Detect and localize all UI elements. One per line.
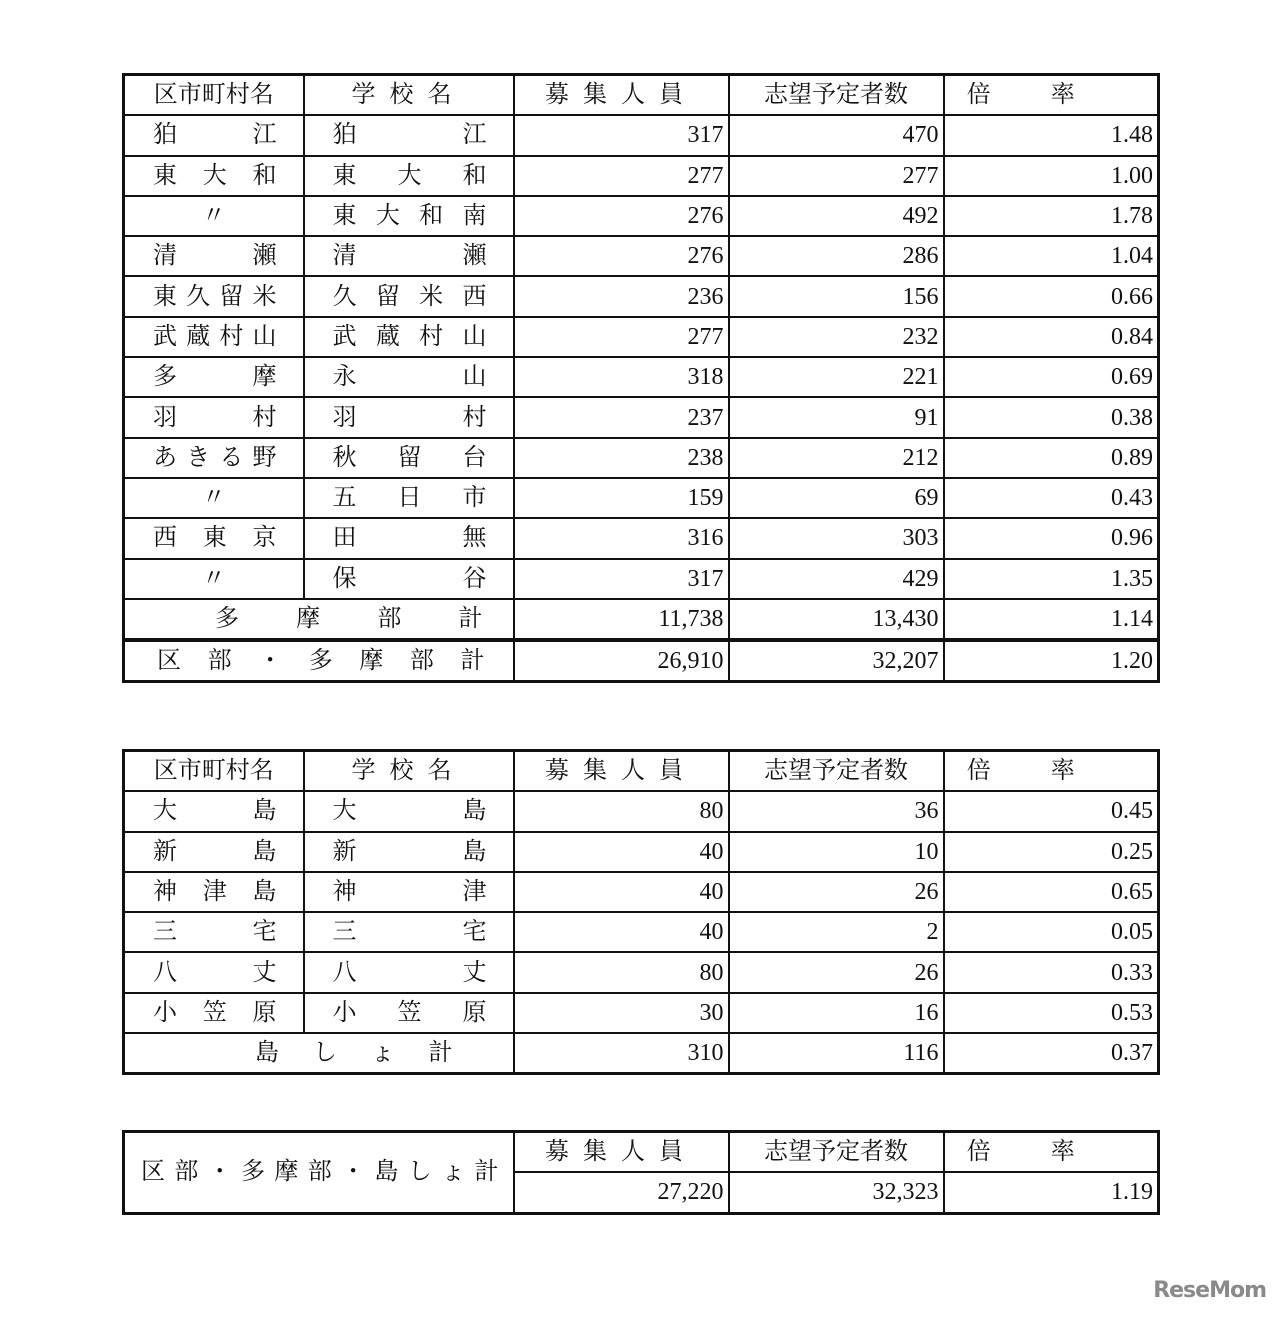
ratio-cell: 1.48	[944, 115, 1159, 155]
capacity-cell: 80	[514, 952, 729, 992]
city-cell: 八丈	[124, 952, 304, 992]
header-ratio: 倍率	[944, 75, 1159, 116]
table-row	[124, 196, 1159, 236]
header-applicants: 志望予定者数	[729, 751, 944, 792]
island-subtotal-row-label: 島しょ計	[124, 1033, 514, 1074]
table-row	[124, 791, 1159, 831]
applicants-cell: 69	[729, 478, 944, 518]
city-cell: 東大和	[124, 156, 304, 196]
tama-schools-table	[122, 73, 1160, 683]
ward-tama-total-row-applicants: 32,207	[729, 640, 944, 682]
capacity-cell: 317	[514, 559, 729, 599]
table-row	[124, 276, 1159, 316]
header-applicants: 志望予定者数	[729, 1132, 944, 1173]
applicants-cell: 277	[729, 156, 944, 196]
applicants-cell: 429	[729, 559, 944, 599]
school-cell: 神津	[304, 872, 514, 912]
header-city: 区市町村名	[124, 751, 304, 792]
capacity-cell: 40	[514, 872, 729, 912]
school-cell: 田無	[304, 518, 514, 558]
island-subtotal-row-ratio: 0.37	[944, 1033, 1159, 1074]
table-row	[124, 559, 1159, 599]
header-school: 学校名	[304, 751, 514, 792]
capacity-cell: 40	[514, 832, 729, 872]
school-cell: 東大和南	[304, 196, 514, 236]
capacity-cell: 276	[514, 236, 729, 276]
island-subtotal-row-applicants: 116	[729, 1033, 944, 1074]
city-cell: 東久留米	[124, 276, 304, 316]
table-row	[124, 115, 1159, 155]
applicants-cell: 470	[729, 115, 944, 155]
applicants-cell: 16	[729, 993, 944, 1033]
applicants-cell: 303	[729, 518, 944, 558]
applicants-cell: 2	[729, 912, 944, 952]
city-cell: 羽村	[124, 397, 304, 437]
school-cell: 小笠原	[304, 993, 514, 1033]
table-row	[124, 236, 1159, 276]
table-row	[124, 832, 1159, 872]
grand-total-applicants: 32,323	[729, 1172, 944, 1213]
table-row	[124, 993, 1159, 1033]
applicants-cell: 492	[729, 196, 944, 236]
applicants-cell: 221	[729, 357, 944, 397]
ratio-cell: 1.78	[944, 196, 1159, 236]
city-cell: 狛江	[124, 115, 304, 155]
island-subtotal-row	[124, 1033, 1159, 1074]
grand-total-label: 区部・多摩部・島しょ計	[124, 1132, 514, 1214]
city-cell: 三宅	[124, 912, 304, 952]
applicants-cell: 26	[729, 952, 944, 992]
header-applicants: 志望予定者数	[729, 75, 944, 116]
ratio-cell: 0.89	[944, 438, 1159, 478]
ratio-cell: 1.00	[944, 156, 1159, 196]
header-ratio: 倍率	[944, 751, 1159, 792]
school-cell: 武蔵村山	[304, 317, 514, 357]
capacity-cell: 317	[514, 115, 729, 155]
applicants-cell: 286	[729, 236, 944, 276]
ratio-cell: 0.45	[944, 791, 1159, 831]
grand-total-ratio: 1.19	[944, 1172, 1159, 1213]
ratio-cell: 0.96	[944, 518, 1159, 558]
ward-tama-total-row-label: 区部・多摩部計	[124, 640, 514, 682]
school-cell: 三宅	[304, 912, 514, 952]
table-row	[124, 357, 1159, 397]
capacity-cell: 277	[514, 156, 729, 196]
header-capacity: 募集人員	[514, 75, 729, 116]
city-cell: 多摩	[124, 357, 304, 397]
header-school: 学校名	[304, 75, 514, 116]
grand-total-header-row	[124, 1132, 1159, 1173]
city-cell: 神津島	[124, 872, 304, 912]
school-cell: 久留米西	[304, 276, 514, 316]
capacity-cell: 276	[514, 196, 729, 236]
capacity-cell: 238	[514, 438, 729, 478]
school-cell: 永山	[304, 357, 514, 397]
table-row	[124, 952, 1159, 992]
city-cell: 清瀬	[124, 236, 304, 276]
applicants-cell: 156	[729, 276, 944, 316]
capacity-cell: 236	[514, 276, 729, 316]
grand-total-table	[122, 1130, 1160, 1215]
header-capacity: 募集人員	[514, 1132, 729, 1173]
school-cell: 清瀬	[304, 236, 514, 276]
applicants-cell: 212	[729, 438, 944, 478]
applicants-cell: 10	[729, 832, 944, 872]
school-cell: 保谷	[304, 559, 514, 599]
school-cell: 大島	[304, 791, 514, 831]
city-cell: 〃	[124, 559, 304, 599]
resemom-logo: ReseMom	[1153, 1278, 1266, 1303]
applicants-cell: 232	[729, 317, 944, 357]
ratio-cell: 0.84	[944, 317, 1159, 357]
ratio-cell: 0.43	[944, 478, 1159, 518]
city-cell: 小笠原	[124, 993, 304, 1033]
capacity-cell: 30	[514, 993, 729, 1033]
capacity-cell: 237	[514, 397, 729, 437]
capacity-cell: 40	[514, 912, 729, 952]
tama-subtotal-row-label: 多摩部計	[124, 599, 514, 640]
ratio-cell: 0.69	[944, 357, 1159, 397]
island-schools-table	[122, 749, 1160, 1075]
island-subtotal-row-capacity: 310	[514, 1033, 729, 1074]
capacity-cell: 80	[514, 791, 729, 831]
school-cell: 狛江	[304, 115, 514, 155]
table-row	[124, 912, 1159, 952]
school-cell: 東大和	[304, 156, 514, 196]
tama-subtotal-row-ratio: 1.14	[944, 599, 1159, 640]
capacity-cell: 318	[514, 357, 729, 397]
city-cell: 〃	[124, 478, 304, 518]
city-cell: 〃	[124, 196, 304, 236]
tama-subtotal-row-capacity: 11,738	[514, 599, 729, 640]
header-city: 区市町村名	[124, 75, 304, 116]
school-cell: 五日市	[304, 478, 514, 518]
ratio-cell: 0.53	[944, 993, 1159, 1033]
ratio-cell: 0.33	[944, 952, 1159, 992]
ward-tama-total-row-capacity: 26,910	[514, 640, 729, 682]
city-cell: あきる野	[124, 438, 304, 478]
city-cell: 西東京	[124, 518, 304, 558]
table-row	[124, 397, 1159, 437]
ward-tama-total-row	[124, 640, 1159, 682]
grand-total-capacity: 27,220	[514, 1172, 729, 1213]
capacity-cell: 316	[514, 518, 729, 558]
capacity-cell: 159	[514, 478, 729, 518]
header-capacity: 募集人員	[514, 751, 729, 792]
ratio-cell: 1.04	[944, 236, 1159, 276]
capacity-cell: 277	[514, 317, 729, 357]
ratio-cell: 1.35	[944, 559, 1159, 599]
city-cell: 新島	[124, 832, 304, 872]
tama-subtotal-row	[124, 599, 1159, 640]
school-cell: 羽村	[304, 397, 514, 437]
table-row	[124, 438, 1159, 478]
ratio-cell: 0.38	[944, 397, 1159, 437]
ratio-cell: 0.66	[944, 276, 1159, 316]
header-row	[124, 751, 1159, 792]
table-row	[124, 156, 1159, 196]
ward-tama-total-row-ratio: 1.20	[944, 640, 1159, 682]
city-cell: 大島	[124, 791, 304, 831]
school-cell: 秋留台	[304, 438, 514, 478]
table-row	[124, 478, 1159, 518]
applicants-cell: 91	[729, 397, 944, 437]
ratio-cell: 0.05	[944, 912, 1159, 952]
applicants-cell: 26	[729, 872, 944, 912]
ratio-cell: 0.25	[944, 832, 1159, 872]
city-cell: 武蔵村山	[124, 317, 304, 357]
header-row	[124, 75, 1159, 116]
table-row	[124, 518, 1159, 558]
ratio-cell: 0.65	[944, 872, 1159, 912]
header-ratio: 倍率	[944, 1132, 1159, 1173]
applicants-cell: 36	[729, 791, 944, 831]
table-row	[124, 317, 1159, 357]
school-cell: 八丈	[304, 952, 514, 992]
table-row	[124, 872, 1159, 912]
school-cell: 新島	[304, 832, 514, 872]
tama-subtotal-row-applicants: 13,430	[729, 599, 944, 640]
